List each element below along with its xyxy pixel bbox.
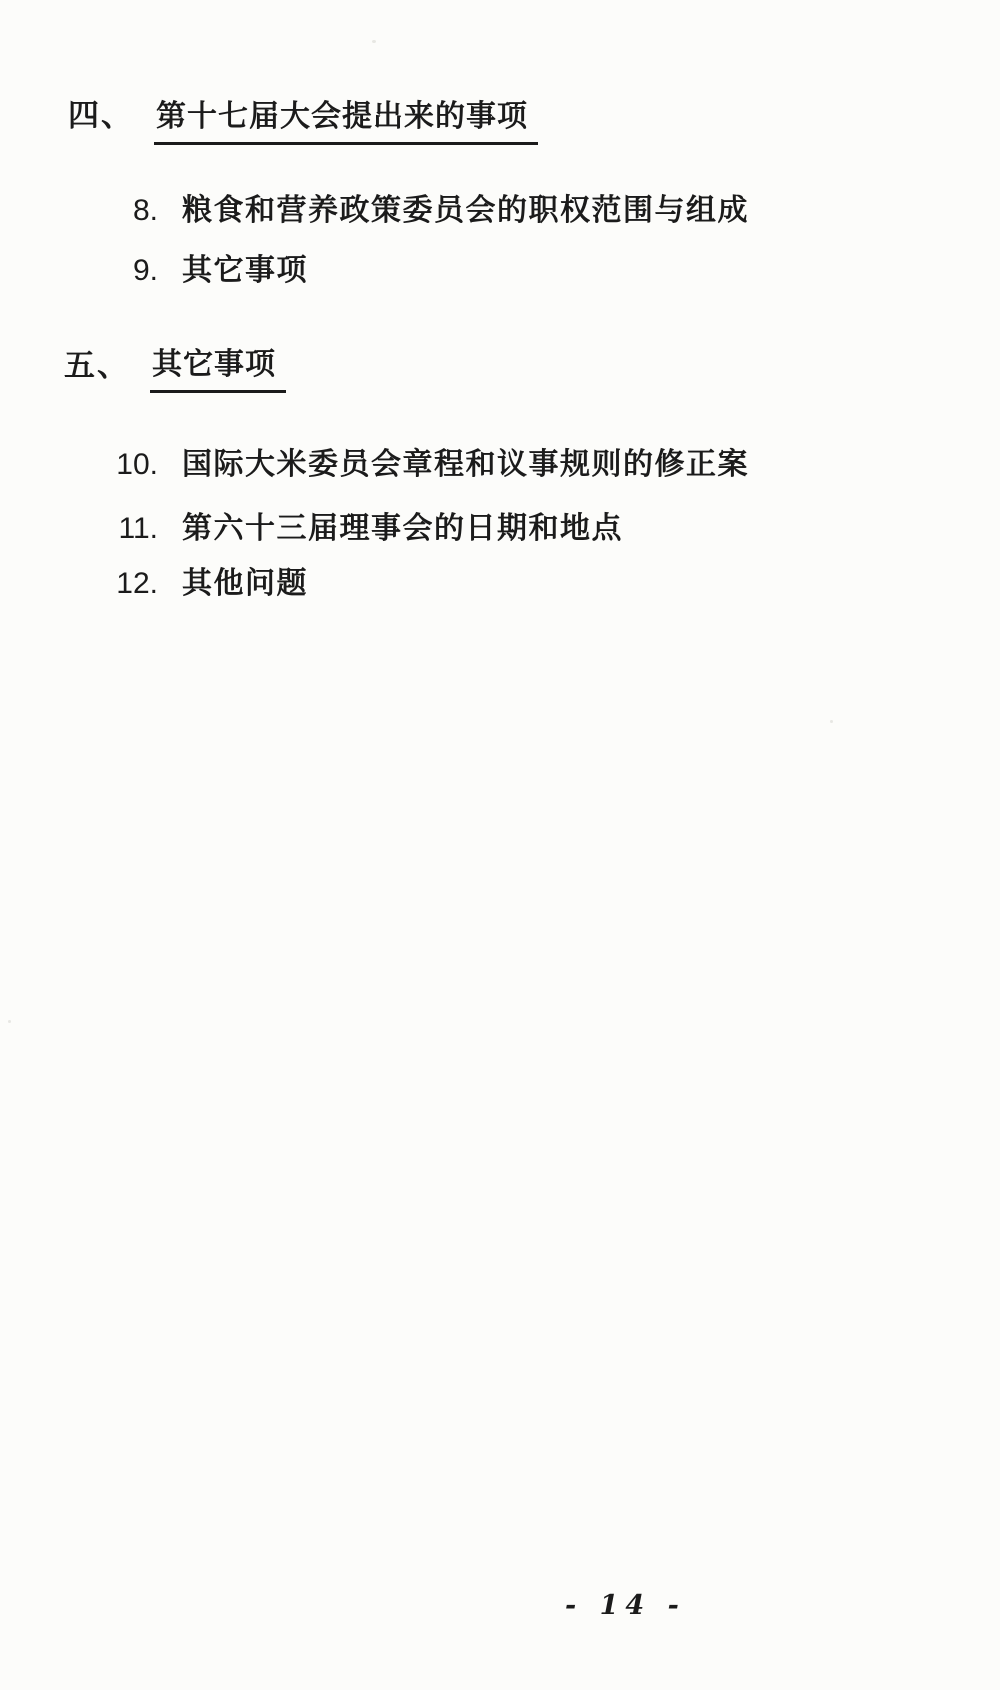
section-5-marker: 五、 [64, 348, 130, 383]
section-4-marker: 四、 [68, 98, 134, 133]
item-number: 12. [116, 567, 158, 600]
agenda-item-9 [0, 256, 308, 286]
page-number: - 14 - [565, 1590, 686, 1621]
agenda-item-8 [0, 196, 749, 226]
item-number: 8. [132, 194, 158, 227]
section-5-title: 其它事项 [150, 350, 286, 393]
item-text: 粮食和营养政策委员会的职权范围与组成 [182, 194, 749, 227]
agenda-item-11 [0, 514, 623, 544]
section-4-title: 第十七届大会提出来的事项 [154, 102, 538, 145]
scan-speck [830, 720, 833, 723]
item-number: 9. [132, 254, 158, 287]
item-number: 10. [116, 448, 158, 481]
item-text: 国际大米委员会章程和议事规则的修正案 [182, 448, 749, 481]
agenda-item-12 [0, 569, 308, 599]
item-text: 其它事项 [182, 254, 308, 287]
item-number: 11. [118, 512, 158, 545]
scan-speck [8, 1020, 11, 1023]
scan-speck [372, 40, 376, 43]
item-text: 其他问题 [182, 567, 308, 600]
item-text: 第六十三届理事会的日期和地点 [182, 512, 623, 545]
agenda-item-10 [0, 450, 749, 480]
